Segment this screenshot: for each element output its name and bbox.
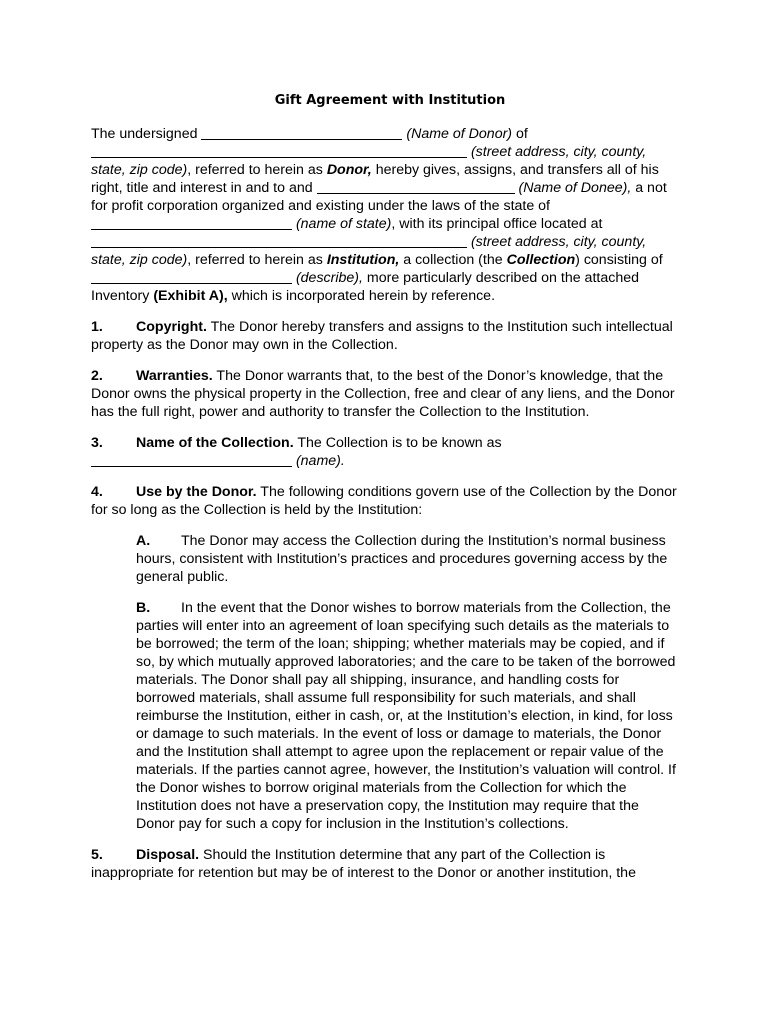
intro-text: , referred to herein as [187, 162, 327, 178]
section-text: The Donor hereby transfers and assigns to the Institution such intellectual property as the Donor may own in the Collection. [91, 319, 673, 353]
donor-address-label: (street address, city, county, [467, 144, 647, 160]
intro-paragraph [91, 125, 681, 305]
institution-address-blank [91, 233, 467, 248]
subsection-letter: A. [136, 533, 151, 549]
section-text: The Collection is to be known as [293, 435, 502, 451]
intro-text: of [512, 126, 528, 142]
section-number: 5. [91, 847, 103, 863]
section-copyright [91, 318, 681, 354]
section-number: 3. [91, 435, 103, 451]
donor-address-blank [91, 143, 467, 158]
subsection-letter: B. [136, 600, 151, 616]
institution-term: Institution, [326, 252, 400, 268]
exhibit-term: (Exhibit A), [153, 288, 228, 304]
subsection-a [136, 532, 681, 586]
section-heading: Disposal. [136, 847, 200, 863]
section-disposal [91, 846, 681, 882]
donor-state-label: state, zip code) [91, 162, 188, 178]
section-heading: Copyright. [136, 319, 207, 335]
intro-text: which is incorporated herein by reference. [227, 288, 496, 304]
describe-label: (describe), [292, 270, 363, 286]
intro-text: a not for profit corporation organized and existing under the laws of the state of [91, 180, 667, 214]
section-heading: Warranties. [136, 368, 213, 384]
donor-name-label: (Name of Donor) [402, 126, 513, 142]
section-heading: Use by the Donor. [136, 484, 257, 500]
intro-text: more particularly described on the attached Inventory [91, 270, 639, 304]
intro-text: The undersigned [91, 126, 202, 142]
donor-name-blank [201, 125, 402, 140]
intro-text: a collection (the [399, 252, 507, 268]
section-use-by-donor [91, 483, 681, 519]
section-number: 4. [91, 484, 103, 500]
intro-text: , with its principal office located at [391, 216, 603, 232]
institution-address-label: (street address, city, county, [467, 234, 647, 250]
intro-text: , referred to herein as [187, 252, 327, 268]
section-heading: Name of the Collection. [136, 435, 294, 451]
donee-name-label: (Name of Donee), [514, 180, 632, 196]
section-number: 1. [91, 319, 103, 335]
collection-term: Collection [506, 252, 576, 268]
state-name-label: (name of state) [292, 216, 392, 232]
collection-name-blank [91, 452, 292, 467]
donee-name-blank [317, 179, 515, 194]
subsection-text: The Donor may access the Collection during the Institution’s normal business hours, consistent with Institution’s practices and procedures governing access by the general public. [136, 533, 668, 585]
document-title: Gift Agreement with Institution [274, 93, 506, 108]
section-text: The Donor warrants that, to the best of the Donor’s knowledge, that the Donor owns the physical property in the Collection, free and clear of any liens, and the Donor has the full right, power and authority to transfer the Collection to the Institution. [91, 368, 675, 420]
document-page [91, 92, 681, 895]
section-warranties [91, 367, 681, 421]
donor-term: Donor, [326, 162, 372, 178]
institution-state-label: state, zip code) [91, 252, 188, 268]
section-text: Should the Institution determine that any part of the Collection is inappropriate for retention but may be of interest to the Donor or another institution, the [91, 847, 636, 881]
describe-blank [91, 269, 292, 284]
state-name-blank [91, 215, 292, 230]
section-text: The following conditions govern use of the Collection by the Donor for so long as the Collection is held by the Institution: [91, 484, 677, 518]
intro-text: hereby gives, assigns, and transfers all of his right, title and interest in and to and [91, 162, 659, 196]
intro-text: ) consisting of [575, 252, 663, 268]
subsection-b [136, 599, 681, 833]
collection-name-label: (name). [292, 453, 345, 469]
section-collection-name [91, 434, 681, 470]
subsection-text: In the event that the Donor wishes to borrow materials from the Collection, the parties will enter into an agreement of loan specifying such details as the materials to be borrowed; the term of the loan; shipping; whether materials may be copied, and if so, by which mutually approved laboratories; and the care to be taken of the borrowed materials. The Donor shall pay all shipping, insurance, and handling costs for borrowed materials, shall assume full responsibility for such materials, and shall reimburse the Institution, either in cash, or, at the Institution’s election, in kind, for loss or damage to such materials. In the event of loss or damage to materials, the Donor and the Institution shall attempt to agree upon the replacement or repair value of the materials. If the parties cannot agree, however, the Institution’s valuation will control. If the Donor wishes to borrow original materials from the Collection for which the Institution does not have a preservation copy, the Institution may require that the Donor pay for such a copy for inclusion in the Institution’s collections. [136, 600, 676, 832]
section-number: 2. [91, 368, 103, 384]
